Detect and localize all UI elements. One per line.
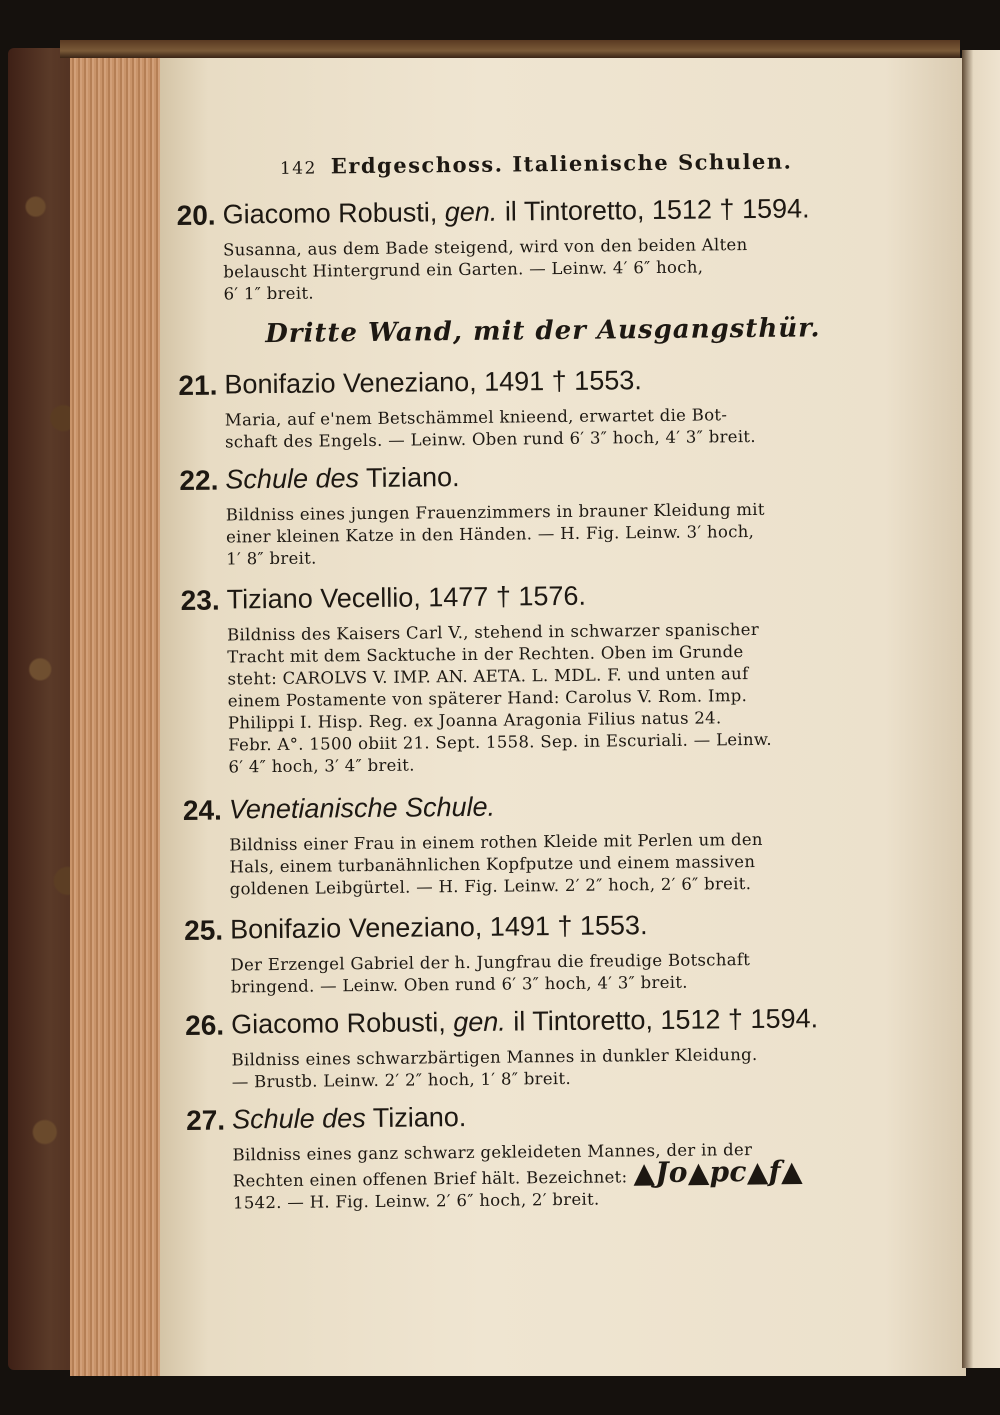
entry-description: Bildniss einer Frau in einem rothen Kleide mit Perlen um den Hals, einem turbanähnlichen Kopfputze und einem massiven goldenen Leibgürtel. — H. Fig. Leinw. 2′ 2″ hoch, 2′ 6″ breit. (229, 829, 763, 899)
entry-description: Maria, auf e'nem Betschämmel knieend, erwartet die Bot- schaft des Engels. — Leinw. Oben rund 6′ 3″ hoch, 4′ 3″ breit. (224, 405, 756, 452)
page-edges (70, 58, 170, 1376)
entry-artist: Bonifazio Veneziano, 1491 † 1553. (230, 910, 648, 945)
entry-description: Der Erzengel Gabriel der h. Jungfrau die freudige Botschaft bringend. — Leinw. Oben rund 6′ 3″ hoch, 4′ 3″ breit. (230, 950, 751, 997)
entry-description: Bildniss eines jungen Frauenzimmers in brauner Kleidung mit einer kleinen Katze in den Händen. — H. Fig. Leinw. 3′ hoch, 1′ 8″ breit. (225, 499, 765, 569)
entry-number: 26. (185, 1009, 225, 1041)
section-title: Dritte Wand, mit der Ausgangsthür. (265, 313, 821, 350)
entry-number: 21. (178, 369, 218, 401)
entry-description: Bildniss eines ganz schwarz gekleideten Mannes, der in der Rechten einen offenen Brief hält. Bezeichnet: ▲Jo▲pc▲f▲ 1542. — H. Fig. Leinw. 2′ 6″ hoch, 2′ breit. (232, 1140, 803, 1213)
book-top-edge (60, 40, 960, 58)
entry-number: 27. (185, 1104, 226, 1136)
entry-artist: Bonifazio Veneziano, 1491 † 1553. (224, 365, 642, 400)
signature-mark: ▲Jo▲pc▲f▲ (633, 1154, 803, 1190)
running-head-title: Erdgeschoss. Italienische Schulen. (330, 148, 793, 179)
entry-number: 25. (184, 914, 224, 946)
entry-description: Bildniss des Kaisers Carl V., stehend in schwarzer spanischer Tracht mit dem Sacktuche in der Rechten. Oben im Grunde steht: CAROLVS V. IMP. AN. AETA. L. MDL. F. und unten auf einem Postamente von späterer Hand: Carolus V. Rom. Imp. Philippi I. Hisp. Reg. ex Joanna Aragonia Filius natus 24. Febr. A°. 1500 obiit 21. Sept. 1558. Sep. in Escuriali. — Leinw. 6′ 4″ hoch, 3′ 4″ breit. (226, 619, 772, 777)
entry-artist: Schule des Tiziano. (231, 1102, 467, 1135)
entry-description: Susanna, aus dem Bade steigend, wird von den beiden Alten belauscht Hintergrund ein Garten. — Leinw. 4′ 6″ hoch, 6′ 1″ breit. (222, 235, 748, 304)
entry-artist: Venetianische Schule. (228, 791, 496, 825)
entry-artist: Schule des Tiziano. (225, 462, 460, 495)
entry-artist: Giacomo Robusti, gen. il Tintoretto, 1512 † 1594. (222, 193, 810, 230)
entry-number: 20. (176, 199, 216, 231)
entry-number: 22. (179, 464, 219, 496)
facing-page-edge (962, 50, 1000, 1368)
entry-number: 23. (180, 584, 220, 616)
entry-number: 24. (182, 794, 223, 826)
entry-artist: Giacomo Robusti, gen. il Tintoretto, 1512 † 1594. (230, 1003, 819, 1040)
page-number: 142 (279, 158, 317, 179)
entry-description: Bildniss eines schwarzbärtigen Mannes in dunkler Kleidung. — Brustb. Leinw. 2′ 2″ hoch, 1′ 8″ breit. (231, 1044, 758, 1092)
entry-artist: Tiziano Vecellio, 1477 † 1576. (226, 580, 587, 615)
